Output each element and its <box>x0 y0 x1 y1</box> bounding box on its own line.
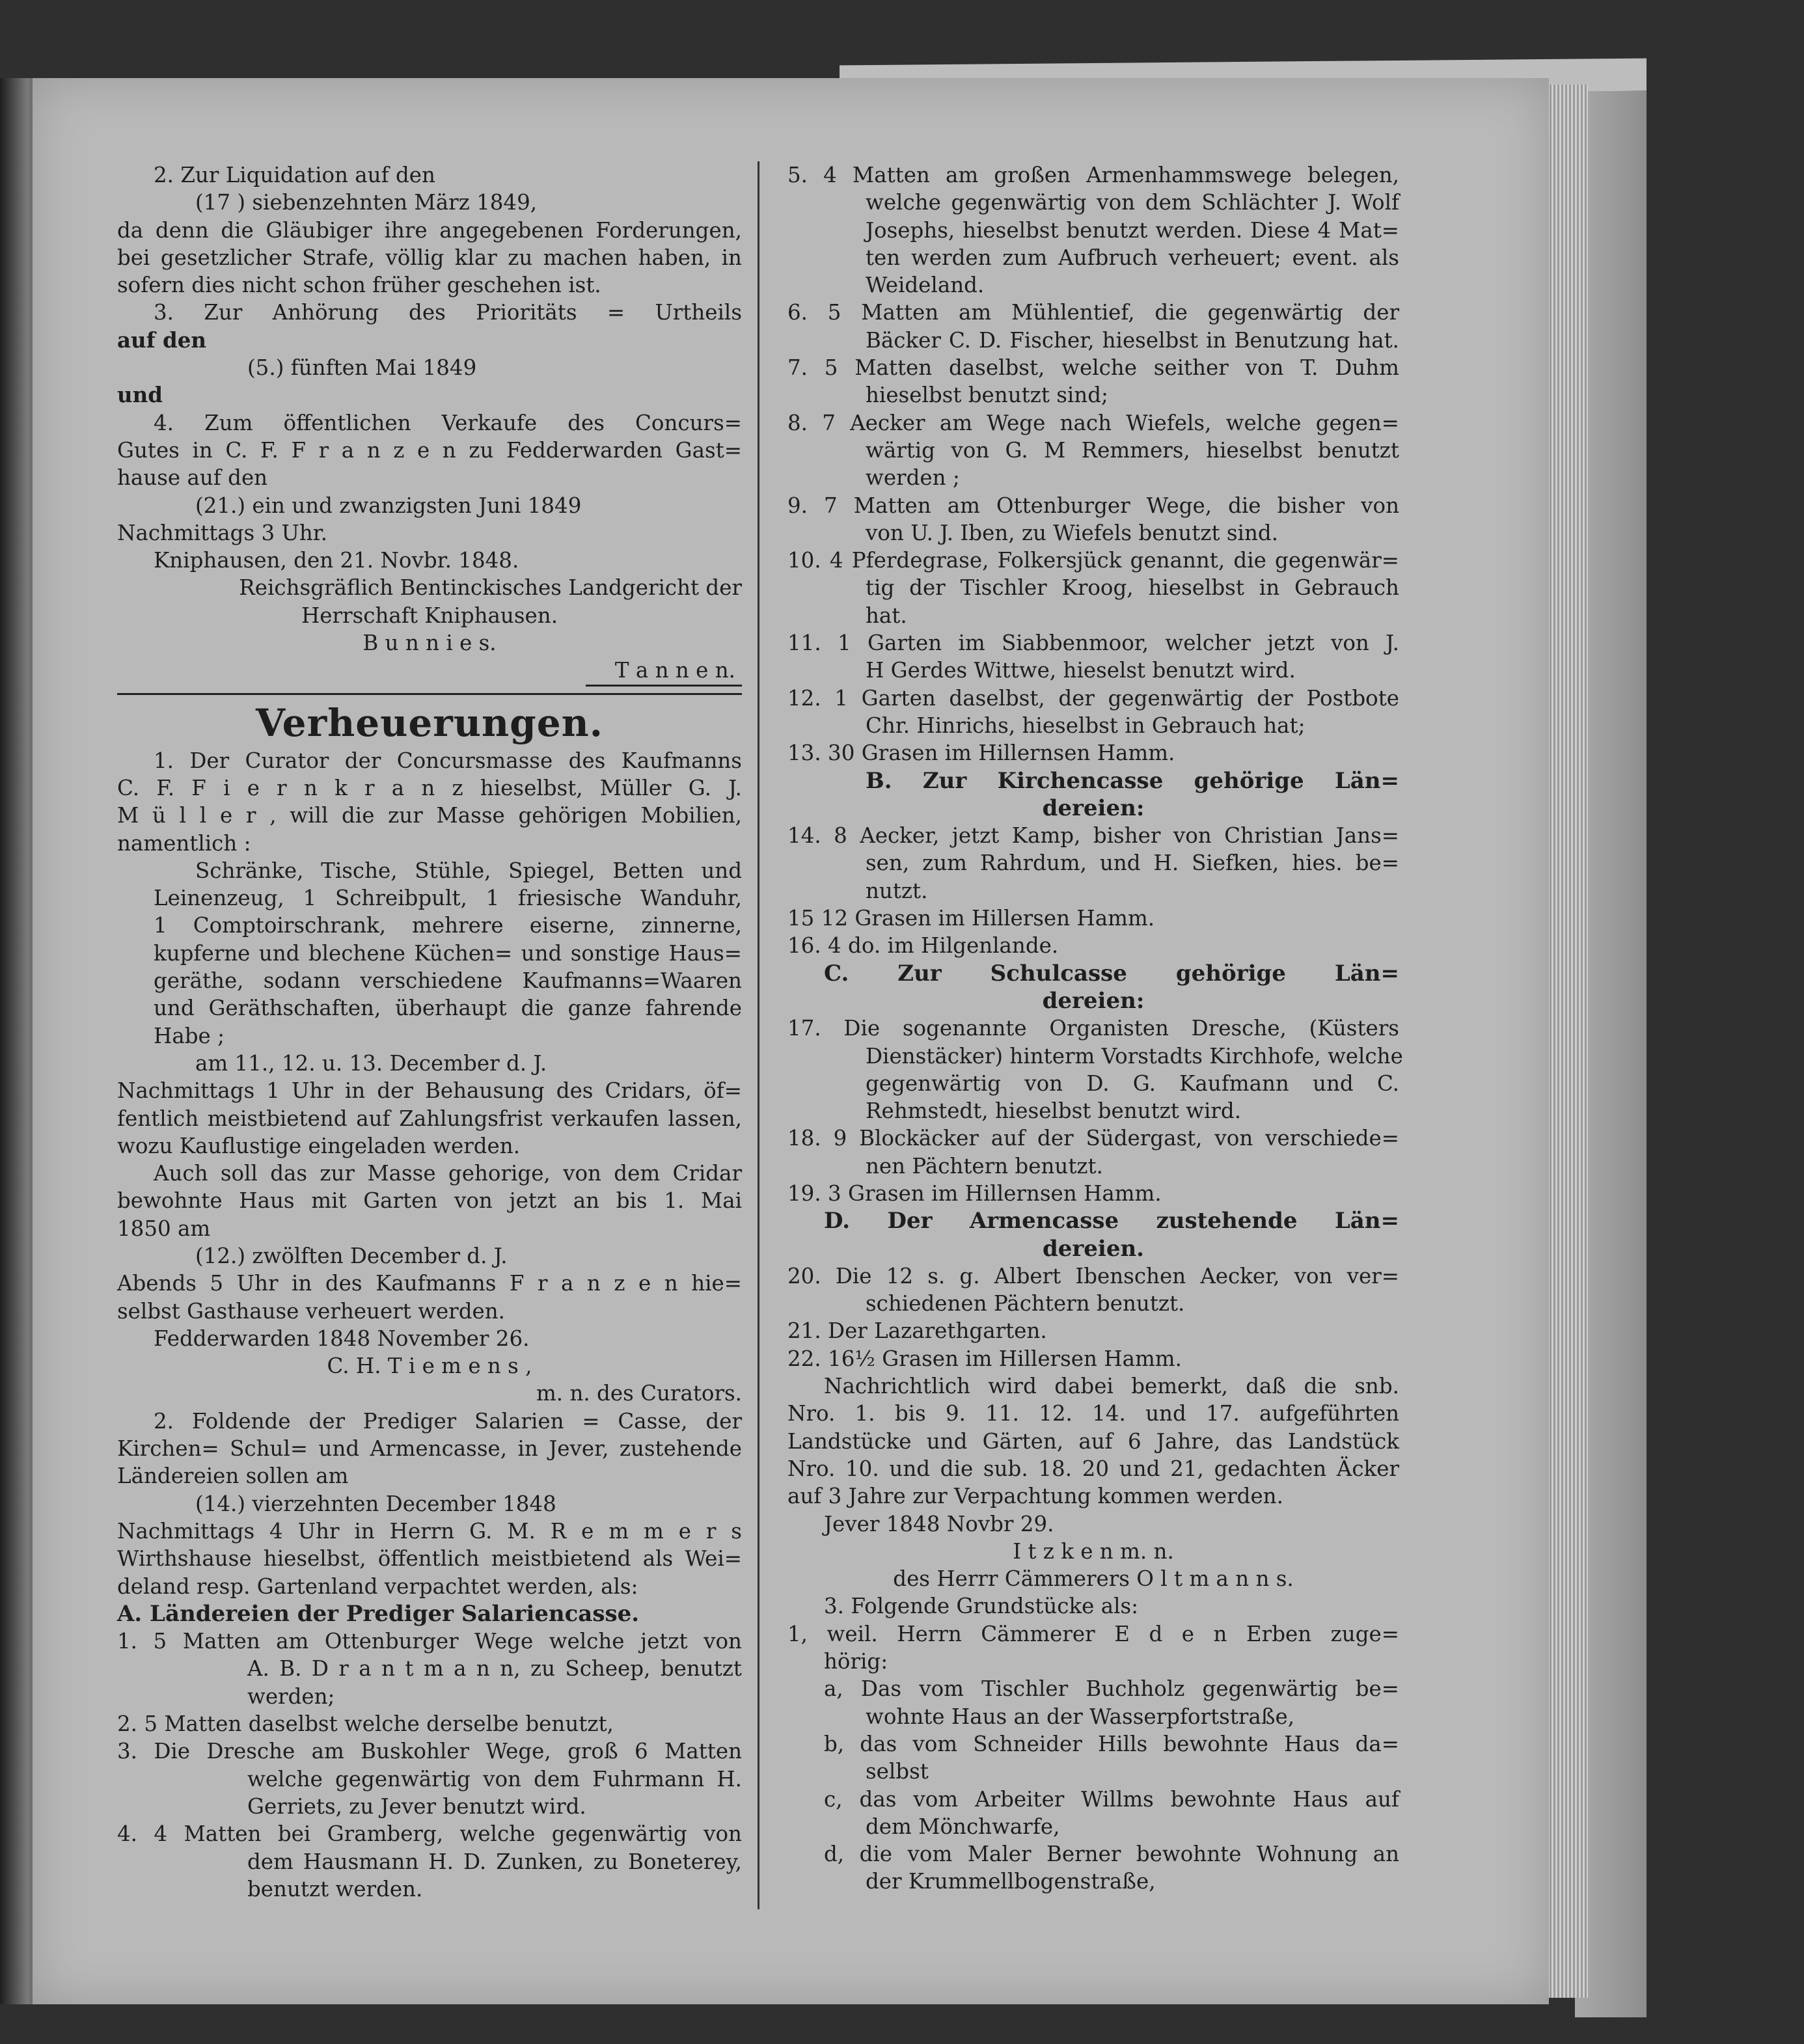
text-line: schiedenen Pächtern benutzt. <box>866 1291 1185 1316</box>
text-line: 4. Zum öffentlichen Verkaufe des Concurs= <box>154 410 742 435</box>
text-line: da denn die Gläubiger ihre angegebenen Forderungen, <box>117 217 742 243</box>
text-line: 22. 16½ Grasen im Hillersen Hamm. <box>787 1346 1182 1371</box>
text-line: 8. 7 Aecker am Wege nach Wiefels, welche gegen= <box>787 410 1399 435</box>
section-heading: Verheuerungen. <box>256 700 603 745</box>
text-line: d, die vom Maler Berner bewohnte Wohnung an <box>824 1842 1399 1867</box>
text-line: Nachmittags 3 Uhr. <box>117 520 328 545</box>
text-line: 3. Folgende Grundstücke als: <box>824 1594 1139 1619</box>
text-line: sofern dies nicht schon früher geschehen ist. <box>117 273 601 298</box>
text-line: Abends 5 Uhr in des Kaufmanns F r a n z e n hie= <box>117 1271 742 1296</box>
text-line: 12. 1 Garten daselbst, der gegenwärtig der Postbote <box>787 685 1399 711</box>
text-line: wozu Kauflustige eingeladen werden. <box>117 1133 521 1158</box>
text-line: Herrschaft Kniphausen. <box>301 603 558 628</box>
text-line: Fedderwarden 1848 November 26. <box>154 1326 530 1351</box>
text-line: Kniphausen, den 21. Novbr. 1848. <box>154 548 519 573</box>
text-line: Auch soll das zur Masse gehorige, von dem Cridar <box>154 1161 742 1186</box>
text-line: I t z k e n m. n. <box>1013 1538 1174 1564</box>
text-line: m. n. des Curators. <box>536 1381 742 1406</box>
text-line: Reichsgräflich Bentinckisches Landgericht der <box>239 575 742 601</box>
text-line: 2. Zur Liquidation auf den <box>154 163 435 187</box>
text-line: Chr. Hinrichs, hieselbst in Gebrauch hat; <box>866 713 1305 738</box>
left-text-column <box>117 161 742 1903</box>
text-line: bei gesetzlicher Strafe, völlig klar zu machen haben, in <box>117 245 742 270</box>
text-line: 19. 3 Grasen im Hillernsen Hamm. <box>787 1180 1162 1206</box>
subsection-heading: dereien: <box>1042 795 1145 821</box>
text-line: (17 ) siebenzehnten März 1849, <box>195 190 538 215</box>
subsection-heading: B. Zur Kirchencasse gehörige Län= <box>866 767 1399 794</box>
text-line: von U. J. Iben, zu Wiefels benutzt sind. <box>866 520 1279 545</box>
text-line: 1 Comptoirschrank, mehrere eiserne, zinnerne, <box>154 913 742 938</box>
text-line: Schränke, Tische, Stühle, Spiegel, Betten und <box>195 858 742 883</box>
text-line: auf den <box>117 327 207 353</box>
text-line: a, Das vom Tischler Buchholz gegenwärtig be= <box>824 1676 1399 1702</box>
text-line: 20. Die 12 s. g. Albert Ibenschen Aecker, von ver= <box>787 1263 1399 1288</box>
text-line: deland resp. Gartenland verpachtet werden, als: <box>117 1574 638 1599</box>
right-text-column <box>787 161 1403 1896</box>
text-line: hieselbst benutzt sind; <box>866 383 1108 408</box>
text-line: Jever 1848 Novbr 29. <box>824 1511 1054 1536</box>
text-line: 2. Foldende der Prediger Salarien = Casse, der <box>154 1408 742 1434</box>
text-line: (21.) ein und zwanzigsten Juni 1849 <box>195 493 582 518</box>
text-line: hörig: <box>824 1649 888 1674</box>
text-line: (14.) vierzehnten December 1848 <box>195 1491 556 1516</box>
text-line: 9. 7 Matten am Ottenburger Wege, die bisher von <box>787 493 1399 518</box>
text-line: 1. 5 Matten am Ottenburger Wege welche jetzt von <box>117 1629 742 1654</box>
text-line: und Geräthschaften, überhaupt die ganze fahrende <box>154 996 742 1021</box>
text-line: (12.) zwölften December d. J. <box>195 1243 508 1268</box>
text-line: 6. 5 Matten am Mühlentief, die gegenwärtig der <box>787 300 1399 325</box>
text-line: bewohnte Haus mit Garten von jetzt an bis 1. Mai <box>117 1188 742 1214</box>
text-line: auf 3 Jahre zur Verpachtung kommen werden. <box>787 1484 1283 1509</box>
text-line: A. B. D r a n t m a n n, zu Scheep, benutzt <box>247 1656 742 1682</box>
text-line: 1. Der Curator der Concursmasse des Kaufmanns <box>154 748 742 773</box>
subsection-heading: A. Ländereien der Prediger Salariencasse. <box>117 1600 640 1627</box>
text-line: ten werden zum Aufbruch verheuert; event. als <box>866 245 1399 270</box>
text-line: C. F. F i e r n k r a n z hieselbst, Müller G. J. <box>117 775 742 800</box>
text-line: benutzt werden. <box>247 1876 423 1901</box>
subsection-heading: D. Der Armencasse zustehende Län= <box>824 1208 1399 1234</box>
text-line: Weideland. <box>866 273 985 298</box>
text-line: 1, weil. Herrn Cämmerer E d e n Erben zuge= <box>787 1621 1399 1646</box>
text-line: wohnte Haus an der Wasserpfortstraße, <box>866 1704 1295 1729</box>
text-line: hat. <box>866 603 907 628</box>
text-line: c, das vom Arbeiter Willms bewohnte Haus auf <box>824 1786 1399 1812</box>
text-line: dem Hausmann H. D. Zunken, zu Boneterey, <box>247 1849 742 1874</box>
text-line: Leinenzeug, 1 Schreibpult, 1 friesische Wanduhr, <box>154 886 742 911</box>
text-line: am 11., 12. u. 13. December d. J. <box>195 1050 547 1076</box>
text-line: 16. 4 do. im Hilgenlande. <box>787 933 1059 959</box>
text-line: 3. Die Dresche am Buskohler Wege, groß 6 Matten <box>117 1739 742 1764</box>
signature-line: T a n n e n. <box>586 657 742 686</box>
text-line: hause auf den <box>117 465 268 491</box>
text-line: Nachmittags 1 Uhr in der Behausung des Cridars, öf= <box>117 1078 742 1104</box>
text-line: Habe ; <box>154 1023 225 1048</box>
text-line: (5.) fünften Mai 1849 <box>247 355 477 381</box>
text-line: M ü l l e r , will die zur Masse gehörigen Mobilien, <box>117 803 742 828</box>
text-line: welche gegenwärtig von dem Schlächter J. Wolf <box>866 190 1399 215</box>
subsection-heading: dereien: <box>1042 987 1145 1014</box>
text-line: Ländereien sollen am <box>117 1464 349 1489</box>
text-line: 17. Die sogenannte Organisten Dresche, (Küsters <box>787 1016 1399 1041</box>
text-line: tig der Tischler Kroog, hieselbst in Gebrauch <box>866 575 1399 601</box>
text-line: dem Mönchwarfe, <box>866 1814 1060 1839</box>
text-line: sen, zum Rahrdum, und H. Siefken, hies. be= <box>866 851 1399 876</box>
text-line: fentlich meistbietend auf Zahlungsfrist verkaufen lassen, <box>117 1106 742 1131</box>
text-line: 21. Der Lazarethgarten. <box>787 1318 1047 1344</box>
text-line: Nro. 10. und die sub. 18. 20 und 21, gedachten Äcker <box>787 1456 1399 1481</box>
text-line: des Herrr Cämmerers O l t m a n n s. <box>893 1566 1294 1592</box>
text-line: der Krummellbogenstraße, <box>866 1869 1156 1894</box>
text-line: B u n n i e s. <box>362 631 497 656</box>
text-line: 1850 am <box>117 1216 211 1241</box>
text-line: C. H. T i e m e n s , <box>327 1354 532 1379</box>
text-line: Gutes in C. F. F r a n z e n zu Fedderwarden Gast= <box>117 437 742 463</box>
text-line: werden ; <box>866 465 960 491</box>
text-line: gegenwärtig von D. G. Kaufmann und C. <box>866 1070 1399 1096</box>
text-line: selbst <box>866 1759 929 1784</box>
text-line: Landstücke und Gärten, auf 6 Jahre, das Landstück <box>787 1428 1399 1454</box>
text-line: b, das vom Schneider Hills bewohnte Haus da= <box>824 1731 1399 1756</box>
text-line: nutzt. <box>866 878 928 903</box>
text-line: 5. 4 Matten am großen Armenhammswege belegen, <box>787 163 1399 187</box>
text-line: Wirthshause hieselbst, öffentlich meistbietend als Wei= <box>117 1546 742 1572</box>
subsection-heading: dereien. <box>1042 1235 1145 1262</box>
text-line: kupferne und blechene Küchen= und sonstige Haus= <box>154 940 742 966</box>
text-line: Nachmittags 4 Uhr in Herrn G. M. R e m m e r s <box>117 1518 742 1544</box>
subsection-heading: C. Zur Schulcasse gehörige Län= <box>824 960 1399 987</box>
text-line: Josephs, hieselbst benutzt werden. Diese 4 Mat= <box>866 217 1399 243</box>
column-divider <box>758 161 759 1909</box>
text-line: 2. 5 Matten daselbst welche derselbe benutzt, <box>117 1711 614 1737</box>
text-line: nen Pächtern benutzt. <box>866 1153 1103 1179</box>
text-line: 11. 1 Garten im Siabbenmoor, welcher jetzt von J. <box>787 631 1399 656</box>
text-line: H Gerdes Wittwe, hieselst benutzt wird. <box>866 658 1296 683</box>
text-line: Gerriets, zu Jever benutzt wird. <box>247 1793 586 1819</box>
text-line: Dienstäcker) hinterm Vorstadts Kirchhofe, welche <box>866 1043 1403 1069</box>
text-line: welche gegenwärtig von dem Fuhrmann H. <box>247 1766 742 1792</box>
text-line: wärtig von G. M Remmers, hieselbst benutzt <box>866 437 1399 463</box>
text-line: und <box>117 382 163 408</box>
text-line: Rehmstedt, hieselbst benutzt wird. <box>866 1098 1242 1124</box>
text-line: Nachrichtlich wird dabei bemerkt, daß die snb. <box>824 1374 1399 1399</box>
text-line: 15 12 Grasen im Hillersen Hamm. <box>787 906 1155 931</box>
text-line: 10. 4 Pferdegrase, Folkersjück genannt, die gegenwär= <box>787 548 1399 573</box>
text-line: 3. Zur Anhörung des Prioritäts = Urtheils <box>154 300 742 325</box>
text-line: werden; <box>247 1683 335 1709</box>
text-line: 7. 5 Matten daselbst, welche seither von T. Duhm <box>787 355 1399 381</box>
text-line: geräthe, sodann verschiedene Kaufmanns=Waaren <box>154 968 742 994</box>
text-line: namentlich : <box>117 830 251 856</box>
text-line: selbst Gasthause verheuert werden. <box>117 1298 506 1324</box>
separator-rule <box>117 693 742 695</box>
text-line: Nro. 1. bis 9. 11. 12. 14. und 17. aufgeführten <box>787 1401 1399 1426</box>
text-line: 14. 8 Aecker, jetzt Kamp, bisher von Christian Jans= <box>787 823 1399 849</box>
text-line: Bäcker C. D. Fischer, hieselbst in Benutzung hat. <box>866 327 1399 353</box>
text-line: 18. 9 Blockäcker auf der Südergast, von verschiede= <box>787 1126 1399 1151</box>
text-line: 4. 4 Matten bei Gramberg, welche gegenwärtig von <box>117 1821 742 1847</box>
text-line: 13. 30 Grasen im Hillernsen Hamm. <box>787 741 1175 766</box>
text-line: Kirchen= Schul= und Armencasse, in Jever, zustehende <box>117 1436 742 1462</box>
